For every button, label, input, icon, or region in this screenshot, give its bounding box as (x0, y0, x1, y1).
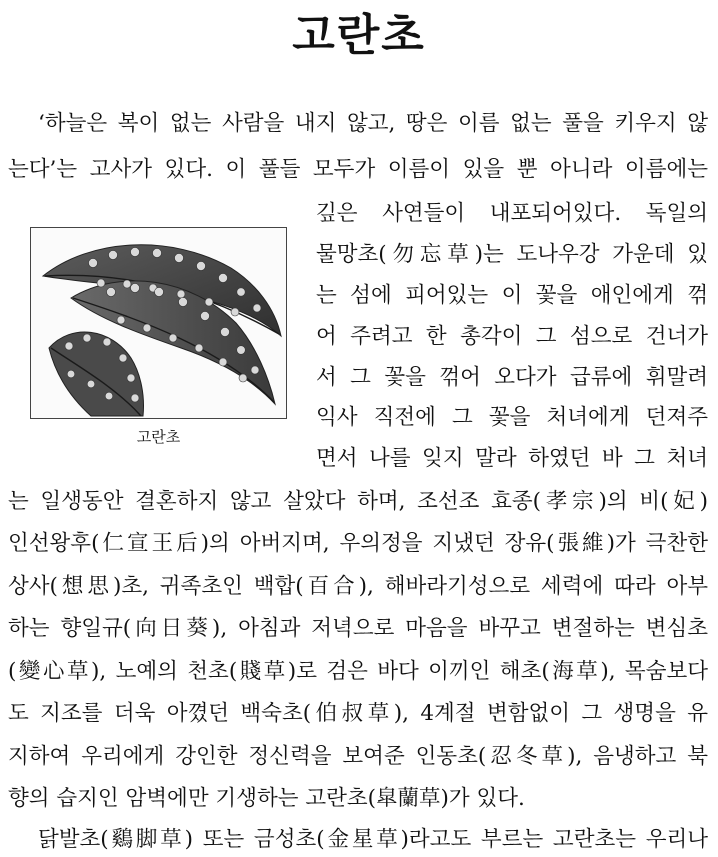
body-line-2: 는다’는 고사가 있다. 이 풀들 모두가 이름이 있을 뿐 아니라 이름에는 (8, 157, 708, 182)
body-line-16: 지하여 우리에게 강인한 정신력을 보여준 인동초(忍冬草), 음냉하고 북 (8, 744, 708, 769)
body-line-6: 어 주려고 한 총각이 그 섬으로 건너가 (316, 324, 708, 349)
body-line-5: 는 섬에 피어있는 이 꽃을 애인에게 꺾 (316, 283, 708, 308)
body-line-1: ‘하늘은 복이 없는 사람을 내지 않고, 땅은 이름 없는 풀을 키우지 않 (38, 111, 708, 136)
body-line-7: 서 그 꽃을 꺾어 오다가 급류에 휘말려 (316, 365, 708, 390)
body-line-4: 물망초(勿忘草)는 도나우강 가운데 있 (316, 242, 708, 267)
figure-caption: 고란초 (136, 428, 181, 446)
page-title: 고란초 (292, 10, 426, 61)
body-line-11: 인선왕후(仁宣王后)의 아버지며, 우의정을 지냈던 장유(張維)가 극찬한 (8, 531, 708, 556)
fern-illustration (30, 227, 287, 419)
body-line-14: (變心草), 노예의 천초(賤草)로 검은 바다 이끼인 해초(海草), 목숨보다 (8, 659, 708, 684)
body-line-12: 상사(想思)초, 귀족초인 백합(百合), 해바라기성으로 세력에 따라 아부 (8, 574, 708, 599)
body-line-8: 익사 직전에 그 꽃을 처녀에게 던져주 (316, 405, 708, 430)
fern-leaves-image (31, 228, 286, 418)
body-line-17: 향의 습지인 암벽에만 기생하는 고란초(皐蘭草)가 있다. (8, 786, 525, 811)
body-line-13: 하는 향일규(向日葵), 아침과 저녁으로 마음을 바꾸고 변절하는 변심초 (8, 616, 708, 641)
body-line-18: 닭발초(鷄脚草) 또는 금성초(金星草)라고도 부르는 고란초는 우리나 (38, 827, 708, 852)
body-line-15: 도 지조를 더욱 아꼈던 백숙초(伯叔草), 4계절 변함없이 그 생명을 유 (8, 701, 708, 726)
body-line-3: 깊은 사연들이 내포되어있다. 독일의 (316, 201, 708, 226)
body-line-9: 면서 나를 잊지 말라 하였던 바 그 처녀 (316, 446, 708, 471)
body-line-10: 는 일생동안 결혼하지 않고 살았다 하며, 조선조 효종(孝宗)의 비(妃) (8, 489, 708, 514)
